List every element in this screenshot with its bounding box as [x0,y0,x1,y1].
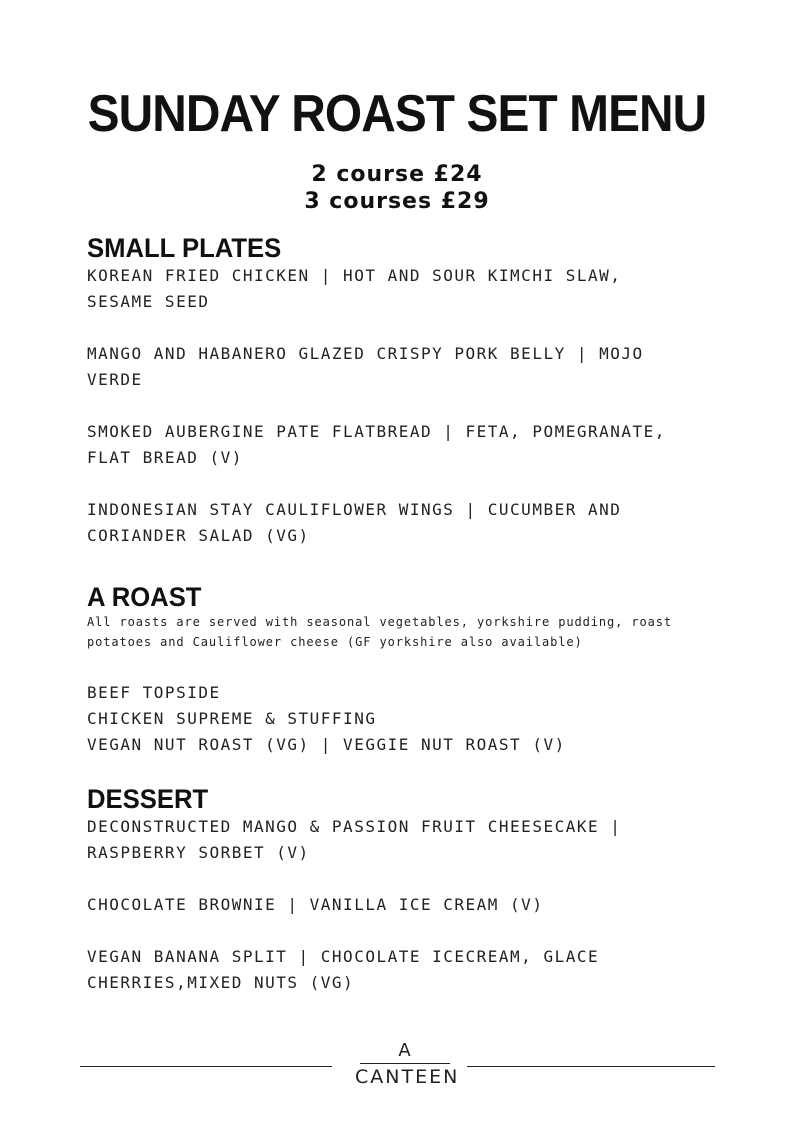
price-two-course: 2 course £24 [311,162,483,187]
section-dessert [87,784,747,1022]
logo-name: CANTEEN [355,1066,460,1088]
menu-item: VEGAN BANANA SPLIT | CHOCOLATE ICECREAM, GLACE CHERRIES,MIXED NUTS (VG) [87,947,600,992]
menu-item: MANGO AND HABANERO GLAZED CRISPY PORK BELLY | MOJO VERDE [87,344,644,389]
menu-item: BEEF TOPSIDE [87,683,221,702]
menu-item: INDONESIAN STAY CAULIFLOWER WINGS | CUCUMBER AND CORIANDER SALAD (VG) [87,500,622,545]
menu-item: CHICKEN SUPREME & STUFFING [87,709,377,728]
menu-item: KOREAN FRIED CHICKEN | HOT AND SOUR KIMCHI SLAW, SESAME SEED [87,266,622,311]
roast-note: All roasts are served with seasonal vegetables, yorkshire pudding, roast potatoes and Cauliflower cheese (GF yorkshire also available) [87,615,672,649]
footer-divider-right [467,1066,715,1067]
section-heading-roast: A ROAST [87,582,202,612]
section-roast [87,582,747,758]
menu-item: DECONSTRUCTED MANGO & PASSION FRUIT CHEESECAKE | RASPBERRY SORBET (V) [87,817,622,862]
logo-letter: A [398,1040,412,1061]
menu-item: VEGAN NUT ROAST (VG) | VEGGIE NUT ROAST (V) [87,735,566,754]
section-heading-small-plates: SMALL PLATES [87,233,282,263]
price-three-course: 3 courses £29 [304,189,490,214]
menu-title: SUNDAY ROAST SET MENU [87,85,707,143]
section-small-plates [87,233,747,575]
section-heading-dessert: DESSERT [87,784,209,814]
menu-item: CHOCOLATE BROWNIE | VANILLA ICE CREAM (V) [87,895,544,914]
footer-divider-left [80,1066,332,1067]
menu-item: SMOKED AUBERGINE PATE FLATBREAD | FETA, POMEGRANATE, FLAT BREAD (V) [87,422,666,467]
logo-rule [360,1063,450,1064]
canteen-logo [355,1040,460,1088]
